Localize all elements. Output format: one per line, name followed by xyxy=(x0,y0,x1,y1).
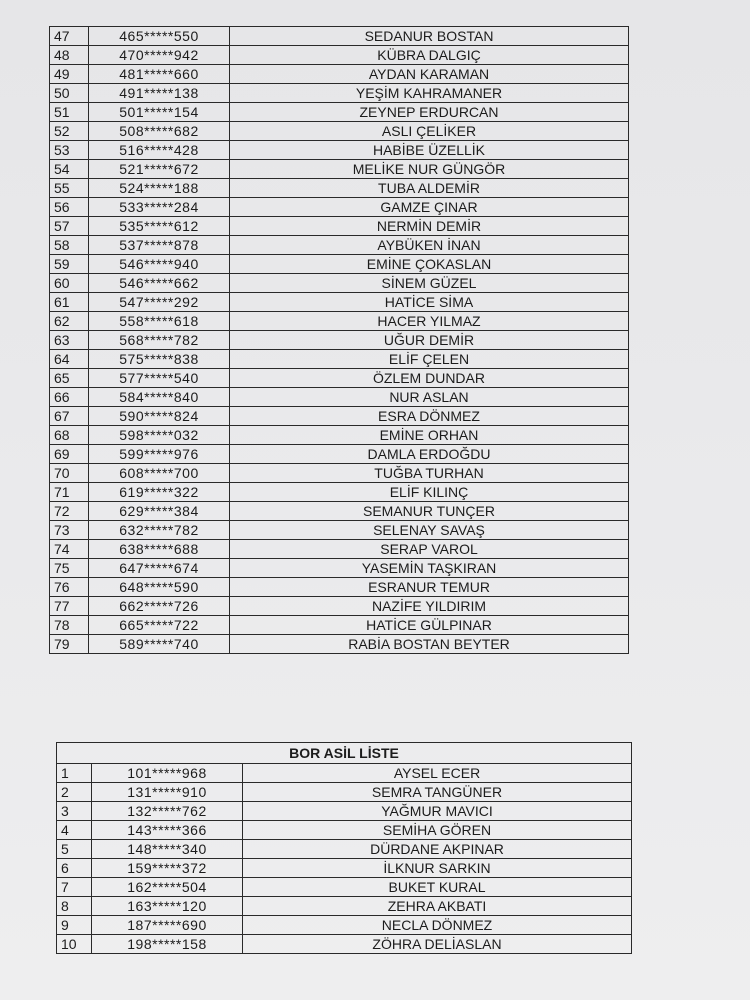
row-number: 47 xyxy=(50,27,89,46)
masked-id: 598*****032 xyxy=(89,426,230,445)
table-row xyxy=(50,160,629,179)
person-name: NAZİFE YILDIRIM xyxy=(230,597,629,616)
row-number: 71 xyxy=(50,483,89,502)
person-name: SEMRA TANGÜNER xyxy=(243,783,632,802)
masked-id: 575*****838 xyxy=(89,350,230,369)
person-name: SERAP VAROL xyxy=(230,540,629,559)
masked-id: 619*****322 xyxy=(89,483,230,502)
person-name: SİNEM GÜZEL xyxy=(230,274,629,293)
person-name: YASEMİN TAŞKIRAN xyxy=(230,559,629,578)
row-number: 55 xyxy=(50,179,89,198)
person-name: SEMİHA GÖREN xyxy=(243,821,632,840)
table-row xyxy=(50,65,629,84)
table-row xyxy=(50,635,629,654)
person-name: DÜRDANE AKPINAR xyxy=(243,840,632,859)
masked-id: 632*****782 xyxy=(89,521,230,540)
table-row xyxy=(50,483,629,502)
table-row xyxy=(50,597,629,616)
masked-id: 662*****726 xyxy=(89,597,230,616)
row-number: 61 xyxy=(50,293,89,312)
masked-id: 470*****942 xyxy=(89,46,230,65)
row-number: 59 xyxy=(50,255,89,274)
table-row xyxy=(57,859,632,878)
masked-id: 584*****840 xyxy=(89,388,230,407)
table-row xyxy=(50,312,629,331)
person-name: HACER YILMAZ xyxy=(230,312,629,331)
masked-id: 533*****284 xyxy=(89,198,230,217)
row-number: 64 xyxy=(50,350,89,369)
bor-asil-liste-table xyxy=(56,742,632,954)
person-name: SEDANUR BOSTAN xyxy=(230,27,629,46)
table-row xyxy=(50,578,629,597)
person-name: ELİF KILINÇ xyxy=(230,483,629,502)
table-row xyxy=(50,217,629,236)
table-title-row xyxy=(57,743,632,764)
person-name: BUKET KURAL xyxy=(243,878,632,897)
row-number: 65 xyxy=(50,369,89,388)
person-name: HATİCE SİMA xyxy=(230,293,629,312)
table-row xyxy=(57,783,632,802)
masked-id: 501*****154 xyxy=(89,103,230,122)
table-row xyxy=(50,46,629,65)
row-number: 2 xyxy=(57,783,92,802)
masked-id: 577*****540 xyxy=(89,369,230,388)
masked-id: 162*****504 xyxy=(92,878,243,897)
masked-id: 465*****550 xyxy=(89,27,230,46)
person-name: SEMANUR TUNÇER xyxy=(230,502,629,521)
row-number: 78 xyxy=(50,616,89,635)
row-number: 1 xyxy=(57,764,92,783)
masked-id: 546*****662 xyxy=(89,274,230,293)
row-number: 7 xyxy=(57,878,92,897)
row-number: 74 xyxy=(50,540,89,559)
masked-id: 665*****722 xyxy=(89,616,230,635)
row-number: 53 xyxy=(50,141,89,160)
masked-id: 148*****340 xyxy=(92,840,243,859)
table-row xyxy=(50,293,629,312)
row-number: 76 xyxy=(50,578,89,597)
person-name: NECLA DÖNMEZ xyxy=(243,916,632,935)
row-number: 70 xyxy=(50,464,89,483)
row-number: 66 xyxy=(50,388,89,407)
person-name: ZÖHRA DELİASLAN xyxy=(243,935,632,954)
person-name: ASLI ÇELİKER xyxy=(230,122,629,141)
masked-id: 524*****188 xyxy=(89,179,230,198)
candidate-list-table xyxy=(49,26,629,654)
table-row xyxy=(50,502,629,521)
table-row xyxy=(50,559,629,578)
row-number: 10 xyxy=(57,935,92,954)
masked-id: 163*****120 xyxy=(92,897,243,916)
masked-id: 546*****940 xyxy=(89,255,230,274)
row-number: 49 xyxy=(50,65,89,84)
person-name: YAĞMUR MAVICI xyxy=(243,802,632,821)
person-name: ZEHRA AKBATI xyxy=(243,897,632,916)
person-name: KÜBRA DALGIÇ xyxy=(230,46,629,65)
person-name: NERMİN DEMİR xyxy=(230,217,629,236)
row-number: 79 xyxy=(50,635,89,654)
row-number: 3 xyxy=(57,802,92,821)
table-row xyxy=(57,764,632,783)
person-name: DAMLA ERDOĞDU xyxy=(230,445,629,464)
candidate-list-body xyxy=(50,27,629,654)
masked-id: 535*****612 xyxy=(89,217,230,236)
row-number: 77 xyxy=(50,597,89,616)
row-number: 6 xyxy=(57,859,92,878)
masked-id: 516*****428 xyxy=(89,141,230,160)
table-row xyxy=(50,407,629,426)
row-number: 68 xyxy=(50,426,89,445)
row-number: 51 xyxy=(50,103,89,122)
row-number: 67 xyxy=(50,407,89,426)
row-number: 56 xyxy=(50,198,89,217)
row-number: 50 xyxy=(50,84,89,103)
row-number: 8 xyxy=(57,897,92,916)
masked-id: 537*****878 xyxy=(89,236,230,255)
person-name: ZEYNEP ERDURCAN xyxy=(230,103,629,122)
table-row xyxy=(57,916,632,935)
row-number: 57 xyxy=(50,217,89,236)
person-name: EMİNE ORHAN xyxy=(230,426,629,445)
row-number: 52 xyxy=(50,122,89,141)
person-name: UĞUR DEMİR xyxy=(230,331,629,350)
person-name: EMİNE ÇOKASLAN xyxy=(230,255,629,274)
masked-id: 629*****384 xyxy=(89,502,230,521)
table-title: BOR ASİL LİSTE xyxy=(57,743,632,764)
table-row xyxy=(57,935,632,954)
masked-id: 558*****618 xyxy=(89,312,230,331)
person-name: ÖZLEM DUNDAR xyxy=(230,369,629,388)
table-row xyxy=(57,802,632,821)
row-number: 5 xyxy=(57,840,92,859)
person-name: MELİKE NUR GÜNGÖR xyxy=(230,160,629,179)
table-row xyxy=(50,122,629,141)
row-number: 63 xyxy=(50,331,89,350)
table-row xyxy=(50,426,629,445)
table-row xyxy=(50,141,629,160)
masked-id: 131*****910 xyxy=(92,783,243,802)
row-number: 73 xyxy=(50,521,89,540)
table-row xyxy=(50,616,629,635)
row-number: 72 xyxy=(50,502,89,521)
masked-id: 132*****762 xyxy=(92,802,243,821)
table-row xyxy=(50,350,629,369)
table-row xyxy=(50,198,629,217)
person-name: ESRA DÖNMEZ xyxy=(230,407,629,426)
person-name: AYBÜKEN İNAN xyxy=(230,236,629,255)
table-row xyxy=(50,331,629,350)
row-number: 62 xyxy=(50,312,89,331)
table-row xyxy=(50,84,629,103)
masked-id: 648*****590 xyxy=(89,578,230,597)
masked-id: 638*****688 xyxy=(89,540,230,559)
person-name: ESRANUR TEMUR xyxy=(230,578,629,597)
table-row xyxy=(50,388,629,407)
masked-id: 590*****824 xyxy=(89,407,230,426)
row-number: 69 xyxy=(50,445,89,464)
row-number: 60 xyxy=(50,274,89,293)
masked-id: 647*****674 xyxy=(89,559,230,578)
masked-id: 491*****138 xyxy=(89,84,230,103)
person-name: TUĞBA TURHAN xyxy=(230,464,629,483)
row-number: 48 xyxy=(50,46,89,65)
row-number: 58 xyxy=(50,236,89,255)
table-row xyxy=(50,103,629,122)
table-row xyxy=(50,274,629,293)
table-row xyxy=(50,236,629,255)
table-row xyxy=(50,255,629,274)
row-number: 9 xyxy=(57,916,92,935)
person-name: TUBA ALDEMİR xyxy=(230,179,629,198)
bor-asil-liste-body xyxy=(57,764,632,954)
masked-id: 608*****700 xyxy=(89,464,230,483)
person-name: YEŞİM KAHRAMANER xyxy=(230,84,629,103)
masked-id: 547*****292 xyxy=(89,293,230,312)
masked-id: 568*****782 xyxy=(89,331,230,350)
masked-id: 101*****968 xyxy=(92,764,243,783)
masked-id: 599*****976 xyxy=(89,445,230,464)
masked-id: 187*****690 xyxy=(92,916,243,935)
person-name: AYDAN KARAMAN xyxy=(230,65,629,84)
masked-id: 521*****672 xyxy=(89,160,230,179)
table-row xyxy=(57,821,632,840)
table-row xyxy=(50,464,629,483)
table-row xyxy=(50,521,629,540)
person-name: GAMZE ÇINAR xyxy=(230,198,629,217)
masked-id: 481*****660 xyxy=(89,65,230,84)
row-number: 75 xyxy=(50,559,89,578)
person-name: HABİBE ÜZELLİK xyxy=(230,141,629,160)
table-row xyxy=(50,540,629,559)
masked-id: 589*****740 xyxy=(89,635,230,654)
row-number: 54 xyxy=(50,160,89,179)
table-row xyxy=(50,445,629,464)
masked-id: 198*****158 xyxy=(92,935,243,954)
person-name: AYSEL ECER xyxy=(243,764,632,783)
masked-id: 143*****366 xyxy=(92,821,243,840)
table-row xyxy=(50,369,629,388)
table-row xyxy=(57,897,632,916)
person-name: HATİCE GÜLPINAR xyxy=(230,616,629,635)
row-number: 4 xyxy=(57,821,92,840)
person-name: SELENAY SAVAŞ xyxy=(230,521,629,540)
table-row xyxy=(50,179,629,198)
person-name: NUR ASLAN xyxy=(230,388,629,407)
table-row xyxy=(57,840,632,859)
person-name: ELİF ÇELEN xyxy=(230,350,629,369)
table-row xyxy=(50,27,629,46)
table-row xyxy=(57,878,632,897)
person-name: RABİA BOSTAN BEYTER xyxy=(230,635,629,654)
masked-id: 508*****682 xyxy=(89,122,230,141)
masked-id: 159*****372 xyxy=(92,859,243,878)
person-name: İLKNUR SARKIN xyxy=(243,859,632,878)
